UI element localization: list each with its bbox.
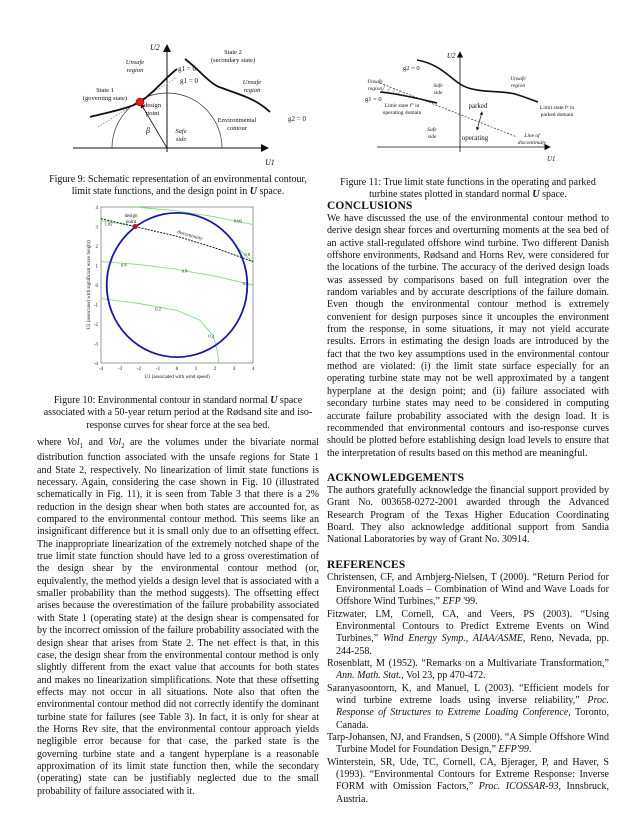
iso-curve-label: 0.2 — [208, 333, 215, 339]
text: where — [37, 437, 67, 448]
x-tick-label: 1 — [194, 367, 198, 372]
x-tick-label: 2 — [213, 367, 217, 372]
caption-text: associated with a 50-year return period at the Rødsand site and iso- — [43, 407, 313, 419]
reference-item — [327, 732, 609, 757]
caption-text: Figure 9: Schematic representation of an environmental contour, — [49, 174, 307, 185]
text: Vol — [108, 437, 122, 448]
label: g2 = 0 — [403, 65, 420, 72]
label: region — [126, 67, 144, 74]
label: region — [510, 83, 526, 89]
label: (secondary state) — [210, 57, 256, 64]
acknowledgements-text: The authors gratefully acknowledge the financial support provided by Grant No. 003658-0272-2001 awarded through the Advanced Research Program of the Texas Higher Education Coordinating Board. They also acknowledge additional support from Sandia National Laboratories by way of Grant No. 30914. — [327, 484, 609, 546]
y-tick-label: 4 — [95, 206, 98, 211]
text: , Innsbruck, Austria. — [336, 781, 609, 805]
caption-text: limit state functions, and the design point in — [71, 186, 250, 198]
text: are the volumes under the bivariate normal distribution function associated with the unsafe regions for State 1 and State 2, respectively. No linearization of limit state functions is necessary. Again, considering the case shown in Fig. 10 (illustrated schematically in Fig. 11), it is seen from Table 3 that there is a 2% reduction in the design shear when both states are accounted for, as compared to the environmental contour method. This seems like an insignificant difference but it is small only due to an offsetting effect. The inappropriate linearization of the extremely notched shape of the true limit state function should have led to a gross overestimation of the design shear by the environmental contour method (or, equivalently, the method yields a design level that is associated with a smaller probability than the method suggests). The offsetting effect arises because the overestimation of the failure probability associated with State 1 (operating state) at the design shear is compensated for by the incorrect omission of the failure probability associated with the design shear that arises from State 2. The net effect is that, in this case, the design shear from the environmental contour method is only slightly different from the exact value that accounts for both states and makes no linearization simplifications. Note that these offsetting effects may not occur in all situations. Note also that often the environmental contour method did not correctly identify the dominant turbine state for failures (see Table 3). In fact, it is only for shear at the Horns Rev site, that the environmental contour approach yields negligible error because for that case, the parked state is the governing turbine state and a tangent hyperplane is a reasonable approximation of its limit state function then, while the secondary (operating) state can be justifiably neglected due to the small probability of failure associated with it. — [37, 437, 319, 797]
label: operating — [461, 134, 489, 142]
x-tick-label: -3 — [117, 367, 123, 372]
label: region — [243, 87, 261, 94]
label: Limit state f° in — [384, 103, 420, 109]
text: , Toronto, Canada. — [336, 707, 609, 731]
text: Christensen, CF, and Arnbjerg-Nielsen, T (2000). “Return Period for Environmental Loads – Combination of Wind and Wave Loads for Offshore Wind Turbines,” — [327, 571, 609, 608]
y-tick-label: 3 — [95, 225, 98, 231]
label: region — [367, 86, 383, 92]
iso-curve-label: 0.8 — [244, 251, 251, 257]
x-tick-label: -1 — [155, 367, 161, 372]
y-tick-label: 0 — [95, 284, 98, 289]
label: side — [175, 136, 187, 143]
y-tick-label: 2 — [95, 245, 98, 250]
reference-item — [327, 609, 609, 658]
label: β — [146, 126, 150, 135]
conclusions-text: We have discussed the use of the environmental contour method to derive design shear forces and overturning moments at the sea bed of an active stall-regulated offshore wind turbine. Two different Danish offshore environments, Rødsand and Horns Rev, were considered for the locations of the turbine. The accuracy of the derived design loads was assessed by comparisons based on full integration over the random variables and by accurate descriptions of the failure domain. Even though the environmental contour method is extremely convenient for design purposes since it uncouples the environment from the response, in some situations, it may not yield accurate results. Errors in estimating the design loads are introduced by the fact that the two key assumptions used in the environmental contour method are violated: (i) the limit state surface especially for an operating turbine state may not be well approximated by a tangent hyperplane at the design point; and (ii) failure associated with secondary turbine states may need to be considered in computing accurate failure probability associated with the design load. It is recommended that environmental contours and iso-response curves should be plotted before establishing design load levels to ensure that the interpretation of results based on this method are meaningful. — [327, 213, 609, 459]
text: EFP'99 — [498, 744, 529, 756]
reference-item — [327, 683, 609, 732]
left-body-text — [37, 437, 319, 798]
x-axis-label: U1 (associated with wind speed) — [144, 375, 210, 380]
text: EFP — [442, 596, 461, 608]
figure-10-caption — [33, 395, 323, 432]
iso-curve-label: 1.02 — [104, 221, 113, 227]
label: contour — [227, 125, 247, 132]
text: 2 — [121, 442, 125, 450]
label: g1 = 0 — [178, 65, 196, 73]
label: Safe — [175, 128, 187, 135]
figure-9-caption — [37, 174, 319, 199]
design-point-marker — [136, 98, 144, 106]
label: parked — [468, 102, 488, 110]
conclusions-heading: CONCLUSIONS — [327, 200, 413, 212]
label: Limit state fᵖ in — [539, 105, 575, 111]
x-tick-label: 0 — [175, 367, 179, 372]
x-tick-label: -4 — [98, 367, 104, 372]
axis-label-u2: U2 — [150, 43, 160, 52]
axis-label-u1: U1 — [547, 155, 556, 163]
iso-curve-label: 0.8 — [120, 262, 127, 268]
right-body-text — [327, 200, 609, 806]
y-axis-label: U2 (associated with significant wave height) — [87, 240, 92, 330]
text: '99. — [460, 596, 478, 608]
caption-text: space — [277, 395, 303, 406]
label: Safe — [433, 83, 443, 89]
text: Tarp-Johansen, NJ, and Frandsen, S (2000). “A Simple Offshore Wind Turbine Model for Foundation Design,” — [327, 732, 609, 756]
label: point — [146, 110, 160, 117]
y-tick-label: -2 — [93, 323, 98, 328]
x-tick-label: 4 — [251, 367, 255, 372]
caption-text: U — [249, 186, 258, 198]
label: State 1 — [96, 87, 114, 94]
label: Unsafe — [125, 59, 145, 66]
label: Unsafe — [510, 76, 526, 82]
x-tick-label: -2 — [136, 367, 142, 372]
iso-curve-label: 0.8 — [181, 268, 188, 274]
caption-text: Figure 10: Environmental contour in standard normal — [53, 395, 271, 406]
text: 1 — [79, 442, 84, 450]
discontinuity-line — [101, 219, 253, 262]
design-point-label: point — [125, 220, 137, 225]
label: (governing state) — [82, 95, 128, 102]
figure-11-diagram — [330, 40, 590, 170]
references-list — [327, 572, 609, 807]
label: Line of — [524, 133, 540, 139]
text: Rosenblatt, M (1952). “Remarks on a Multivariate Transformation,” — [327, 658, 609, 669]
label: Unsafe — [242, 79, 262, 86]
y-tick-label: -1 — [93, 303, 98, 309]
text: and — [83, 437, 109, 448]
y-tick-label: 1 — [95, 264, 98, 270]
label: operating domain — [382, 110, 422, 116]
figure-9-diagram — [40, 30, 320, 175]
caption-text: space. — [539, 189, 567, 201]
iso-curve-label: 0.99 — [233, 218, 242, 224]
axis-label-u1: U1 — [265, 158, 275, 167]
text: . — [528, 744, 532, 756]
references-heading: REFERENCES — [327, 558, 406, 571]
limit-state-operating — [380, 92, 437, 103]
label: design — [144, 102, 161, 109]
iso-curve-label: 0.8 — [242, 281, 249, 287]
design-point-label: design — [124, 214, 138, 219]
label: discontinuity — [517, 140, 547, 146]
discontinuity-label: discontinuity — [176, 230, 203, 243]
text: Winterstein, SR, Ude, TC, Cornell, CA, Bjerager, P, and Haver, S (1993). “Environmental Contours for Extreme Response: Inverse FORM with Omission Factors,” — [327, 756, 609, 793]
label: g1 = 0 — [180, 77, 198, 85]
axis-label-u2: U2 — [447, 52, 456, 60]
caption-text: U — [270, 395, 278, 406]
label: side — [433, 90, 443, 96]
state-arrow — [477, 112, 482, 130]
reference-item — [327, 572, 609, 609]
caption-text: space. — [257, 186, 285, 198]
figure-11-caption — [327, 177, 609, 202]
caption-text: response curves for shear force at the sea bed. — [86, 419, 270, 431]
label: side — [427, 134, 437, 140]
label: State 2 — [224, 49, 242, 56]
y-tick-label: -3 — [93, 342, 98, 348]
text: Saranyasoontorn, K, and Manuel, L (2003). “Efficient models for wind turbine extreme loads using inverse reliability,” — [327, 682, 609, 707]
label: Safe — [427, 127, 437, 133]
text: Proc. Response of Structures to Extreme Loading Conference — [336, 695, 609, 719]
text: Vol — [66, 437, 80, 448]
reference-item — [327, 757, 609, 806]
text: , Reno, Nevada, pp. 244-258. — [336, 633, 609, 657]
caption-text: U — [532, 189, 540, 201]
label: Environmental — [217, 117, 257, 124]
acknowledgements-heading: ACKNOWLEDGEMENTS — [327, 471, 465, 484]
figure-10-plot — [60, 200, 300, 385]
label: g1 = 0 — [365, 96, 382, 103]
label: parked domain — [540, 112, 574, 118]
label: g2 = 0 — [288, 115, 306, 123]
label: Unsafe — [367, 79, 383, 85]
x-tick-label: 3 — [232, 367, 236, 372]
text: Proc. ICOSSAR-93 — [478, 781, 559, 793]
text: Fitzwater, LM, Cornell, CA, and Veers, PS (2003). “Using Environmental Contours to Predict Extreme Events on Wind Turbines,” — [327, 608, 609, 645]
reference-item — [327, 658, 609, 683]
text: Ann. Math. Stat. — [336, 670, 402, 682]
paragraph — [37, 437, 319, 798]
caption-text: turbine states plotted in standard normal — [369, 189, 533, 201]
caption-text: Figure 11: True limit state functions in the operating and parked — [340, 177, 596, 188]
y-tick-label: -4 — [93, 362, 98, 367]
text: Wind Energy Symp., AIAA/ASME — [382, 633, 523, 645]
iso-curve-label: 0.2 — [155, 306, 161, 312]
text: , Vol 23, pp 470-472. — [401, 670, 486, 682]
